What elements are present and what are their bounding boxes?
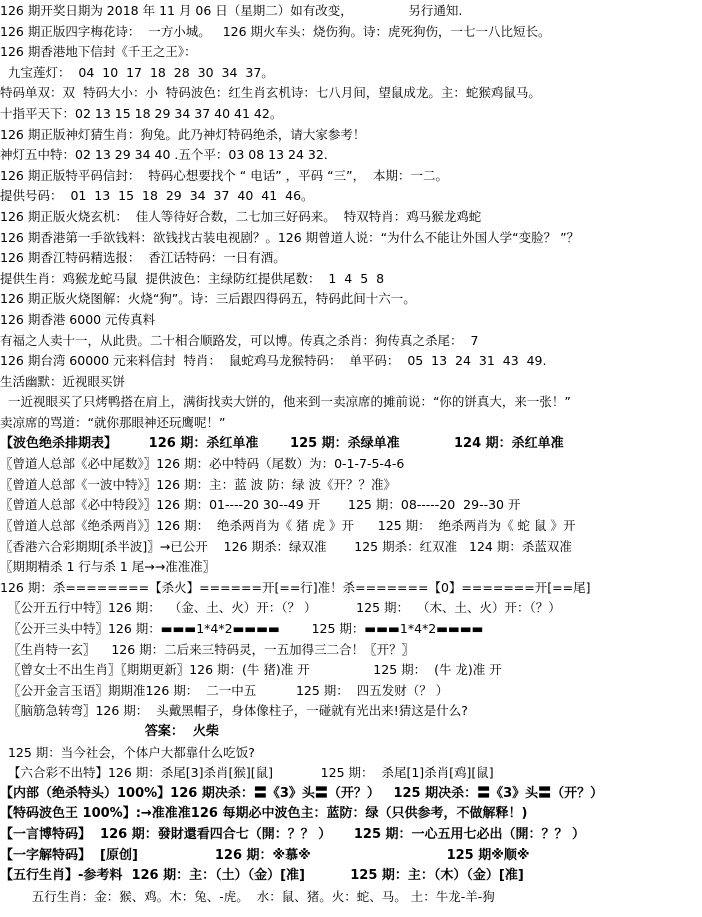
text-line: 提供生肖：鸡猴龙蛇马鼠 提供波色：主绿防红提供尾数： 1 4 5 8 bbox=[0, 270, 385, 286]
text-line: 〖香港六合彩期期[杀半波]〗→已公开 126 期杀：绿双准 125 期杀：红双准 124 期：杀蓝双准 bbox=[0, 538, 572, 554]
text-line: 有福之人卖十一，从此贵。二十相合顺路发，可以博。传真之杀肖：狗传真之杀尾： 7 bbox=[0, 332, 479, 348]
text-line: 一近视眼买了只烤鸭搭在肩上，满街找卖大饼的，他来到一卖凉席的摊前说：“你的饼真大，来一张！” bbox=[0, 394, 571, 410]
text-line: 126 期香港第一手欲钱料：欲钱找古装电视剧？。126 期曾道人说：“为什么不能让外国人学“变脸？ ”？ bbox=[0, 229, 580, 245]
text-line: 126 期正版四字梅花诗： 一方小城。 126 期火车头：烧伤狗。诗：虎死狗伤，一七一八比短长。 bbox=[0, 23, 551, 39]
text-line: 【波色绝杀排期表】 126 期：杀红单准 125 期：杀绿单准 124 期：杀红单准 bbox=[0, 435, 564, 451]
text-line: 生活幽默：近视眼买饼 bbox=[0, 373, 126, 389]
text-line: 【内部（绝杀特头）100%】126 期决杀：〓《3》头〓（开？） 125 期决杀：〓《3》头〓（开？） bbox=[0, 785, 604, 801]
text-line: 〖期期精杀 1 行与杀 1 尾→→准准准〗 bbox=[0, 559, 216, 575]
text-line: 126 期香港 6000 元传真料 bbox=[0, 312, 156, 327]
text-line: 神灯五中特：02 13 29 34 40 .五个平：03 08 13 24 32. bbox=[0, 147, 328, 163]
text-line: 〖公开五行中特〗126 期： （金、土、火）开：（？ ） 125 期： （木、土、火）开：（？） bbox=[0, 600, 561, 616]
text-line: 〖生肖特一玄〗 126 期：二后来三特码灵，一五加得三二合！〖开？〗 bbox=[0, 641, 415, 657]
text-line: 125 期：当今社会，个体户大都靠什么吃饭? bbox=[0, 744, 255, 760]
text-line: 126 期：杀========【杀火】======开[==行]准！杀=======【0】=======开[==尾] bbox=[0, 579, 591, 595]
text-line: 126 期台湾 60000 元来料信封 特肖： 鼠蛇鸡马龙猴特码： 单平码： 05 13 24 31 43 49. bbox=[0, 353, 547, 369]
text-line: 五行生肖：金：猴、鸡。木：兔、-虎。 水：鼠、猪。火：蛇、马。 土：牛龙-羊-狗 bbox=[0, 888, 495, 904]
text-line: 〖公开金言玉语〗期期准126 期： 二一中五 125 期： 四五发财（？ ） bbox=[0, 682, 449, 698]
text-line: 126 期开奖日期为 2018 年 11 月 06 日（星期二）如有改变， 另行通知. bbox=[0, 3, 463, 18]
text-line: 十指平天下：02 13 15 18 29 34 37 40 41 42。 bbox=[0, 106, 283, 121]
text-line: 【一字解特码】 [原创] 126 期：※慕※ 125 期※顺※ bbox=[0, 847, 530, 863]
text-line: 126 期香港地下信封《千王之王》： bbox=[0, 44, 197, 60]
text-line: 九宝莲灯： 04 10 17 18 28 30 34 37。 bbox=[0, 64, 274, 80]
text-line: 〖公开三头中特〗126 期：▬▬▬1*4*2▬▬▬▬ 125 期：▬▬▬1*4*2▬▬▬▬ bbox=[0, 621, 484, 636]
text-line: 【一言博特码】 126 期：發財還看四合七（開：？？ ） 125 期：一心五用七必出（開：？？ ） bbox=[0, 827, 586, 842]
text-line: 126 期正版特平码信封： 特码心想要找个 “ 电话” ，平码 “三”， 本期：一二。 bbox=[0, 167, 449, 183]
text-line: 【特码波色王 100%】:→准准准126 每期必中波色主：蓝防：绿（只供参考，不做解释！) bbox=[0, 806, 528, 822]
text-line: 提供号码： 01 13 15 18 29 34 37 40 41 46。 bbox=[0, 188, 314, 204]
text-line: 特码单双：双 特码大小：小 特码波色：红生肖玄机诗：七八月间，望鼠成龙。主：蛇猴鸡鼠马。 bbox=[0, 85, 541, 101]
text-line: 126 期正版火烧图解：火烧“狗”。诗：三后跟四得码五，特码此间十六一。 bbox=[0, 291, 416, 307]
text-line: 〖曾道人总部《绝杀两肖》〗126 期： 绝杀两肖为《 猪 虎 》开 125 期： 绝杀两肖为《 蛇 鼠 》开 bbox=[0, 518, 576, 533]
text-line: 〖曾道人总部《必中特段》〗126 期：01----20 30--49 开 125 期：08-----20 29--30 开 bbox=[0, 497, 521, 513]
text-line: 〖曾女士不出生肖〗〖期期更新〗126 期：(牛 猪)准 开 125 期： (牛 龙)准 开 bbox=[0, 662, 502, 678]
text-line: 126 期香江特码精选报： 香江话特码：一日有酒。 bbox=[0, 250, 286, 266]
text-line: 〖曾道人总部《一波中特》〗126 期：主：蓝 波 防：绿 波《开？？准》 bbox=[0, 476, 397, 492]
text-line: 126 期正版神灯猜生肖：狗兔。此乃神灯特码绝杀，请大家参考！ bbox=[0, 126, 366, 142]
text-line: 答案： 火柴 bbox=[0, 724, 219, 739]
text-line: 【六合彩不出特】126 期：杀尾[3]杀肖[猴][鼠] 125 期： 杀尾[1]杀肖[鸡][鼠] bbox=[0, 765, 494, 781]
text-line: 卖凉席的骂道：“就你那眼神还玩鹰呢！” bbox=[0, 415, 226, 430]
text-line: 126 期正版火烧玄机： 佳人等待好合数，二七加三好码来。 特双特肖：鸡马猴龙鸡蛇 bbox=[0, 209, 482, 224]
text-line: 【五行生肖】-参考料 126 期：主：（土）（金）[准] 125 期：主：（木）（金）[准] bbox=[0, 868, 524, 884]
text-line: 〖脑筋急转弯〗126 期： 头戴黑帽子，身体像柱子，一碰就有光出来!猜这是什么? bbox=[0, 703, 468, 719]
text-line: 〖曾道人总部《必中尾数》〗126 期：必中特码（尾数）为：0-1-7-5-4-6 bbox=[0, 456, 405, 472]
